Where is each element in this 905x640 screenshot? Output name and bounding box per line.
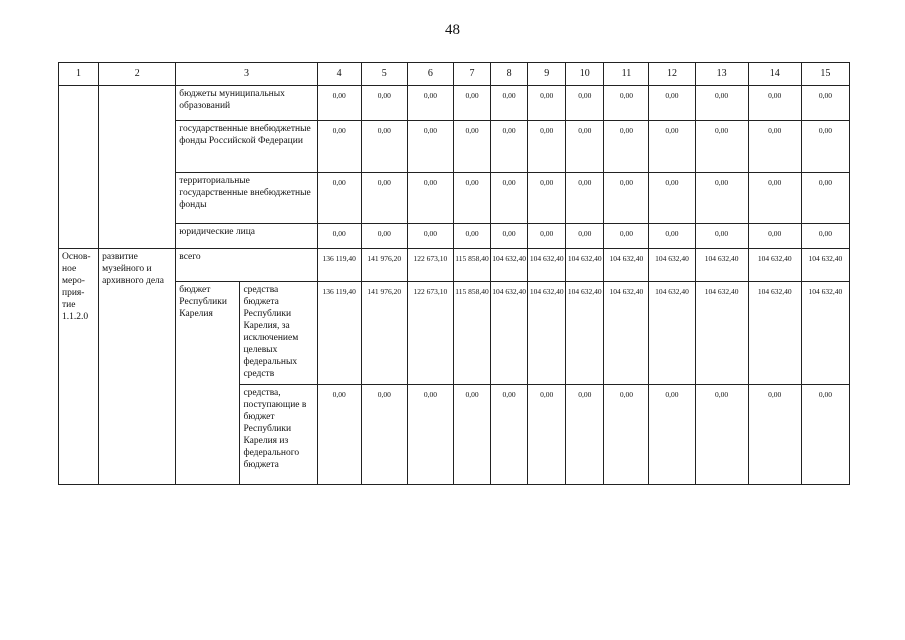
value-cell: 104 632,40: [566, 249, 604, 282]
column-header: 1: [59, 63, 99, 86]
measure-status: Основ- ное меро- прия- тие 1.1.2.0: [59, 249, 99, 485]
value-cell: 0,00: [361, 86, 407, 121]
value-cell: 104 632,40: [695, 282, 748, 385]
value-cell: 141 976,20: [361, 249, 407, 282]
value-cell: 0,00: [604, 121, 649, 173]
value-cell: 0,00: [649, 385, 695, 485]
value-cell: 0,00: [649, 173, 695, 224]
value-cell: 104 632,40: [491, 282, 528, 385]
value-cell: 0,00: [566, 173, 604, 224]
value-cell: 0,00: [453, 86, 490, 121]
column-numbers-row: [59, 63, 850, 86]
value-cell: 0,00: [361, 385, 407, 485]
value-cell: 0,00: [604, 86, 649, 121]
column-header: 3: [176, 63, 317, 86]
column-header: 15: [801, 63, 849, 86]
value-cell: 0,00: [453, 173, 490, 224]
value-cell: 0,00: [604, 224, 649, 249]
value-cell: 104 632,40: [604, 249, 649, 282]
value-cell: 0,00: [491, 86, 528, 121]
column-header: 14: [748, 63, 801, 86]
value-cell: 115 858,40: [453, 282, 490, 385]
column-header: 7: [453, 63, 490, 86]
column-header: 4: [317, 63, 361, 86]
value-cell: 104 632,40: [649, 282, 695, 385]
budget-table: [58, 62, 850, 485]
table-row: [59, 282, 850, 385]
value-cell: 104 632,40: [748, 282, 801, 385]
value-cell: 104 632,40: [801, 282, 849, 385]
row-label: государственные внебюджетные фонды Российской Федерации: [176, 121, 317, 173]
value-cell: 0,00: [695, 86, 748, 121]
value-cell: 104 632,40: [528, 282, 566, 385]
column-header: 9: [528, 63, 566, 86]
value-cell: 0,00: [695, 173, 748, 224]
value-cell: 0,00: [491, 173, 528, 224]
value-cell: 0,00: [528, 224, 566, 249]
value-cell: 0,00: [748, 385, 801, 485]
value-cell: 0,00: [528, 173, 566, 224]
empty-cell: [99, 86, 176, 249]
value-cell: 0,00: [566, 86, 604, 121]
value-cell: 0,00: [491, 385, 528, 485]
value-cell: 0,00: [566, 385, 604, 485]
value-cell: 0,00: [649, 86, 695, 121]
value-cell: 0,00: [566, 224, 604, 249]
value-cell: 0,00: [695, 224, 748, 249]
value-cell: 0,00: [491, 224, 528, 249]
value-cell: 104 632,40: [491, 249, 528, 282]
value-cell: 0,00: [453, 385, 490, 485]
value-cell: 0,00: [407, 173, 453, 224]
value-cell: 0,00: [317, 173, 361, 224]
column-header: 11: [604, 63, 649, 86]
value-cell: 0,00: [695, 385, 748, 485]
value-cell: 104 632,40: [604, 282, 649, 385]
sub-label: средства бюджета Республики Карелия, за исключением целевых федеральных средств: [240, 282, 317, 385]
value-cell: 104 632,40: [528, 249, 566, 282]
value-cell: 0,00: [528, 121, 566, 173]
value-cell: 122 673,10: [407, 282, 453, 385]
value-cell: 0,00: [453, 224, 490, 249]
value-cell: 104 632,40: [801, 249, 849, 282]
value-cell: 0,00: [801, 173, 849, 224]
budget-label: бюджет Республики Карелия: [176, 282, 240, 485]
value-cell: 0,00: [528, 385, 566, 485]
value-cell: 0,00: [604, 385, 649, 485]
value-cell: 0,00: [801, 385, 849, 485]
table-row: [59, 173, 850, 224]
value-cell: 122 673,10: [407, 249, 453, 282]
value-cell: 104 632,40: [695, 249, 748, 282]
table-row: [59, 121, 850, 173]
value-cell: 0,00: [317, 86, 361, 121]
value-cell: 0,00: [748, 173, 801, 224]
column-header: 2: [99, 63, 176, 86]
sub-label: средства, поступающие в бюджет Республики Карелия из федерального бюджета: [240, 385, 317, 485]
value-cell: 0,00: [453, 121, 490, 173]
value-cell: 0,00: [407, 224, 453, 249]
column-header: 13: [695, 63, 748, 86]
row-label: юридические лица: [176, 224, 317, 249]
value-cell: 0,00: [801, 224, 849, 249]
value-cell: 136 119,40: [317, 249, 361, 282]
value-cell: 0,00: [649, 121, 695, 173]
empty-cell: [59, 86, 99, 249]
value-cell: 0,00: [528, 86, 566, 121]
value-cell: 136 119,40: [317, 282, 361, 385]
total-label: всего: [176, 249, 317, 282]
column-header: 12: [649, 63, 695, 86]
value-cell: 0,00: [317, 224, 361, 249]
value-cell: 0,00: [491, 121, 528, 173]
row-label: территориальные государственные внебюджетные фонды: [176, 173, 317, 224]
value-cell: 104 632,40: [748, 249, 801, 282]
value-cell: 141 976,20: [361, 282, 407, 385]
value-cell: 0,00: [748, 121, 801, 173]
value-cell: 0,00: [748, 86, 801, 121]
page-number: 48: [445, 22, 460, 38]
value-cell: 0,00: [801, 121, 849, 173]
value-cell: 0,00: [361, 173, 407, 224]
value-cell: 0,00: [801, 86, 849, 121]
value-cell: 0,00: [566, 121, 604, 173]
table-row: [59, 249, 850, 282]
value-cell: 0,00: [317, 385, 361, 485]
value-cell: 0,00: [407, 86, 453, 121]
table-row: [59, 224, 850, 249]
column-header: 10: [566, 63, 604, 86]
value-cell: 0,00: [361, 224, 407, 249]
value-cell: 0,00: [695, 121, 748, 173]
measure-name: развитие музейного и архивного дела: [99, 249, 176, 485]
value-cell: 0,00: [649, 224, 695, 249]
value-cell: 0,00: [361, 121, 407, 173]
row-label: бюджеты муниципальных образований: [176, 86, 317, 121]
value-cell: 0,00: [604, 173, 649, 224]
value-cell: 0,00: [407, 385, 453, 485]
table-row: [59, 86, 850, 121]
value-cell: 0,00: [748, 224, 801, 249]
value-cell: 0,00: [407, 121, 453, 173]
column-header: 5: [361, 63, 407, 86]
value-cell: 115 858,40: [453, 249, 490, 282]
value-cell: 104 632,40: [566, 282, 604, 385]
value-cell: 0,00: [317, 121, 361, 173]
column-header: 6: [407, 63, 453, 86]
value-cell: 104 632,40: [649, 249, 695, 282]
column-header: 8: [491, 63, 528, 86]
